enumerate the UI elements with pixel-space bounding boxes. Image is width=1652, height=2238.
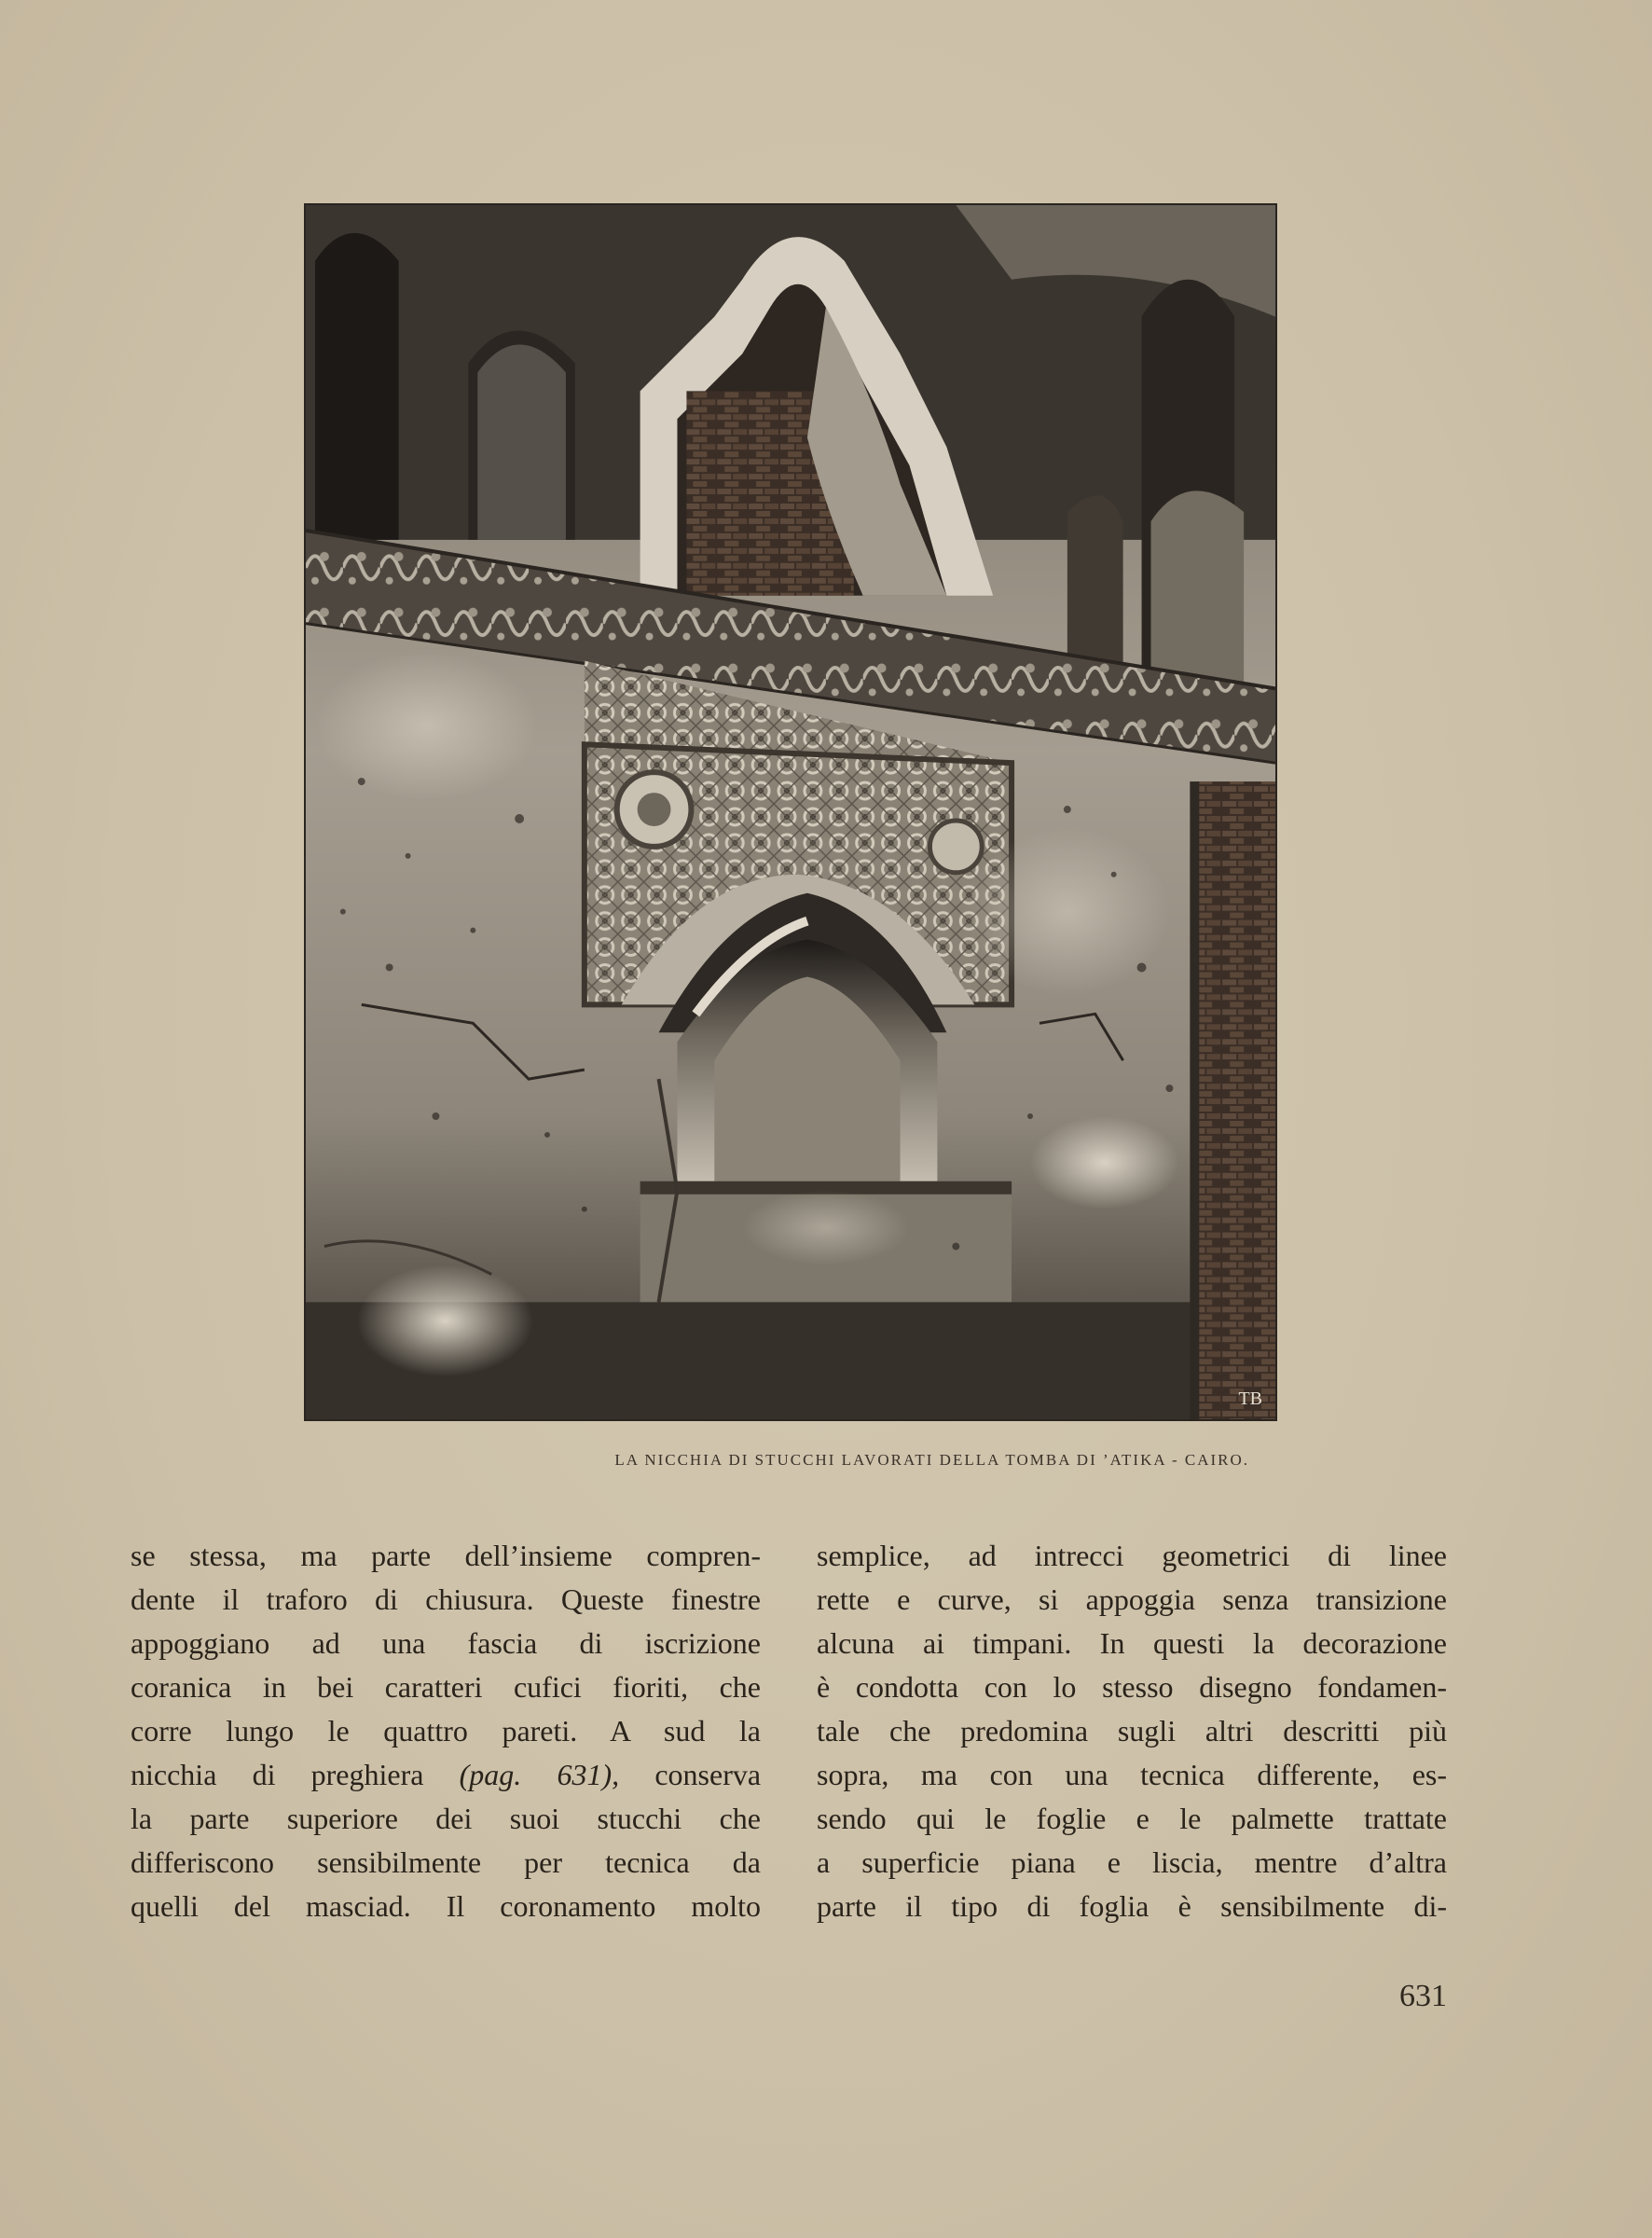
text-line: parte il tipo di foglia è sensibilmente di- [817, 1889, 1447, 1923]
photo-plate [304, 203, 1277, 1421]
text-line: appoggiano ad una fascia di iscrizione [131, 1626, 761, 1660]
left-text-column [131, 1534, 761, 1928]
text-line: coranica in bei caratteri cufici fioriti, che [131, 1670, 761, 1704]
text-line: differiscono sensibilmente per tecnica da [131, 1845, 761, 1879]
text-line: semplice, ad intrecci geometrici di linee [817, 1539, 1447, 1572]
text-fragment: conserva [654, 1758, 762, 1791]
text-line: sopra, ma con una tecnica differente, es- [817, 1758, 1447, 1791]
text-line: alcuna ai timpani. In questi la decorazione [817, 1626, 1447, 1660]
right-text-column [817, 1534, 1447, 1928]
text-line: corre lungo le quattro pareti. A sud la [131, 1714, 761, 1748]
text-line: è condotta con lo stesso disegno fondamen- [817, 1670, 1447, 1704]
text-fragment: nicchia di preghiera [131, 1758, 424, 1791]
text-line: quelli del masciad. Il coronamento molto [131, 1889, 761, 1923]
text-line-with-reference [131, 1753, 761, 1797]
page-number: 631 [1399, 1979, 1447, 2013]
photographer-monogram: TB [1238, 1388, 1262, 1409]
page-reference: (pag. 631), [459, 1758, 620, 1791]
text-line: se stessa, ma parte dell’insieme compren- [131, 1539, 761, 1572]
text-line: tale che predomina sugli altri descritti più [817, 1714, 1447, 1748]
figure-caption: LA NICCHIA DI STUCCHI LAVORATI DELLA TOMBA DI ’ATIKA - CAIRO. [614, 1451, 1249, 1469]
text-line: la parte superiore dei suoi stucchi che [131, 1802, 761, 1835]
text-line: rette e curve, si appoggia senza transizione [817, 1582, 1447, 1616]
mihrab-photograph [306, 205, 1275, 1419]
text-line: dente il traforo di chiusura. Queste finestre [131, 1582, 761, 1616]
text-line: a superficie piana e liscia, mentre d’altra [817, 1845, 1447, 1879]
text-line: sendo qui le foglie e le palmette trattate [817, 1802, 1447, 1835]
